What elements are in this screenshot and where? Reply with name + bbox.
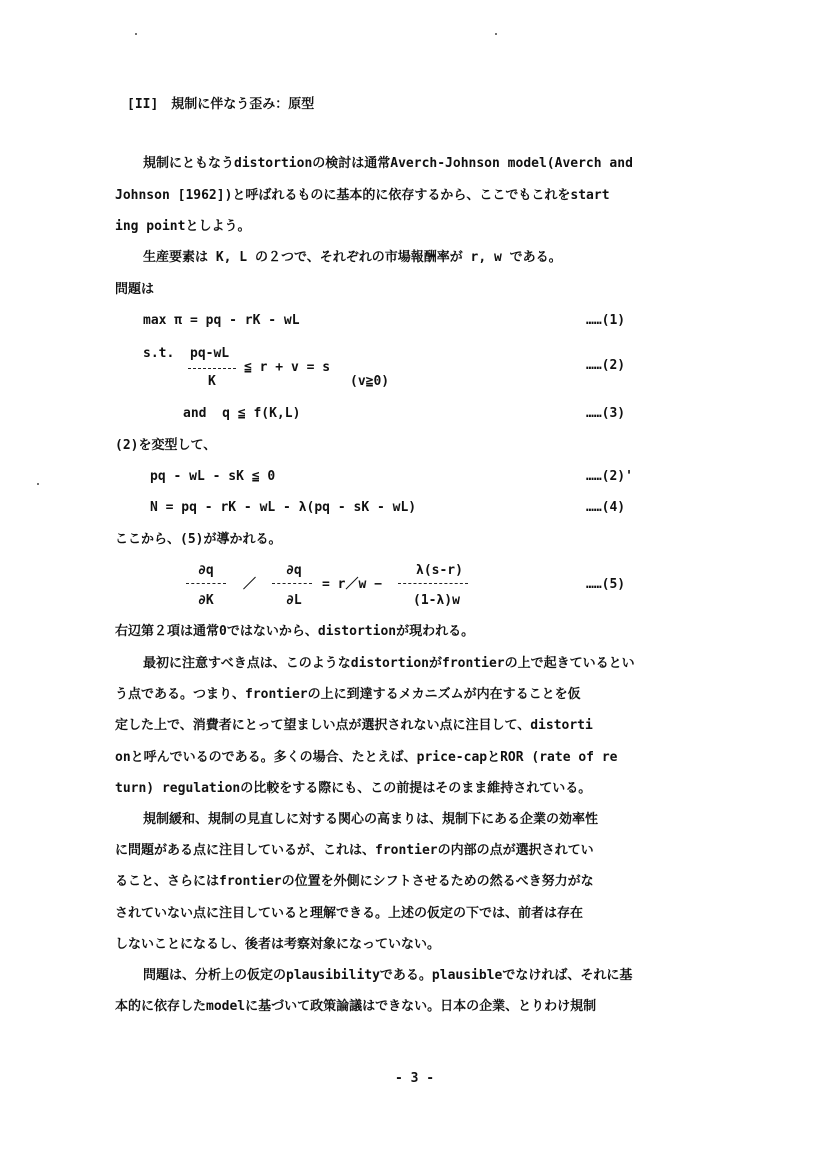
section-heading: [II] 規制に伴なう歪み：原型 xyxy=(127,97,315,112)
paragraph-5-line-1: 問題は、分析上の仮定のplausibilityである。plausibleでなければ、それに基 xyxy=(143,968,633,983)
equation-2-prime-number: ……(2)' xyxy=(586,469,633,484)
remark: 右辺第２項は通常0ではないから、distortionが現われる。 xyxy=(115,624,475,639)
equation-2-number: ……(2) xyxy=(586,358,626,373)
problem-label: 問題は xyxy=(115,282,155,297)
paragraph-1-line-3: ing pointとしよう。 xyxy=(115,219,251,234)
paragraph-4-line-2: に問題がある点に注目しているが、これは、frontierの内部の点が選択されてい xyxy=(115,843,594,858)
paragraph-3-line-5: turn) regulationの比較をする際にも、この前提はそのまま維持されている。 xyxy=(115,781,592,796)
equation-5-numerator-2: ∂q xyxy=(286,563,302,578)
equation-4: N = pq - rK - wL - λ(pq - sK - wL) xyxy=(150,500,417,515)
transform-label: (2)を変型して、 xyxy=(115,438,217,453)
scan-speck xyxy=(37,483,39,485)
page-number: - 3 - xyxy=(395,1071,435,1086)
equation-2-fraction-bar xyxy=(188,368,236,369)
equation-4-number: ……(4) xyxy=(586,500,626,515)
paragraph-4-line-5: しないことになるし、後者は考察対象になっていない。 xyxy=(115,937,441,952)
equation-5-numerator-1: ∂q xyxy=(198,563,214,578)
equation-2-st: s.t. xyxy=(143,346,175,361)
paragraph-5-line-2: 本的に依存したmodelに基づいて政策論議はできない。日本の企業、とりわけ規制 xyxy=(115,999,597,1014)
equation-2-rhs: ≦ r + v = s xyxy=(244,360,331,375)
equation-5-denominator-2: ∂L xyxy=(286,593,302,608)
equation-5-fraction-bar-1 xyxy=(186,583,226,584)
paragraph-2: 生産要素は K, L の２つで、それぞれの市場報酬率が r, w である。 xyxy=(143,250,562,265)
equation-5-denominator-3: (1-λ)w xyxy=(413,593,460,608)
paragraph-4-line-1: 規制緩和、規制の見直しに対する関心の高まりは、規制下にある企業の効率性 xyxy=(143,812,599,827)
paragraph-3-line-3: 定した上で、消費者にとって望ましい点が選択されない点に注目して、distorti xyxy=(115,718,593,733)
paragraph-3-line-4: onと呼んでいるのである。多くの場合、たとえば、price-capとROR (rate of re xyxy=(115,750,618,765)
equation-5-fraction-bar-3 xyxy=(398,583,468,584)
equation-2-condition: (v≧0) xyxy=(350,374,390,389)
equation-2-denominator: K xyxy=(208,374,216,389)
equation-5-fraction-bar-2 xyxy=(272,583,312,584)
paragraph-4-line-3: ること、さらにはfrontierの位置を外側にシフトさせるための然るべき努力がな xyxy=(115,874,594,889)
equation-5-numerator-3: λ(s-r) xyxy=(416,563,463,578)
paragraph-3-line-1: 最初に注意すべき点は、このようなdistortionがfrontierの上で起きているとい xyxy=(143,656,635,671)
paragraph-4-line-4: されていない点に注目していると理解できる。上述の仮定の下では、前者は存在 xyxy=(115,906,584,921)
equation-5-number: ……(5) xyxy=(586,577,626,592)
equation-2-numerator: pq-wL xyxy=(190,346,230,361)
equation-1-number: ……(1) xyxy=(586,313,626,328)
scan-speck xyxy=(495,33,497,35)
paragraph-1-line-1: 規制にともなうdistortionの検討は通常Averch-Johnson model(Averch and xyxy=(143,156,633,171)
equation-1: max π = pq - rK - wL xyxy=(143,313,300,328)
equation-5-slash: ／ xyxy=(243,577,257,592)
equation-3-number: ……(3) xyxy=(586,406,626,421)
paragraph-1-line-2: Johnson [1962])と呼ばれるものに基本的に依存するから、ここでもこれをstart xyxy=(115,188,610,203)
equation-3: and q ≦ f(K,L) xyxy=(183,406,301,421)
equation-5-denominator-1: ∂K xyxy=(198,593,214,608)
equation-2-prime: pq - wL - sK ≦ 0 xyxy=(150,469,276,484)
scan-speck xyxy=(135,33,137,35)
derive-label: ここから、(5)が導かれる。 xyxy=(115,532,282,547)
paragraph-3-line-2: う点である。つまり、frontierの上に到達するメカニズムが内在することを仮 xyxy=(115,687,581,702)
equation-5-middle: = r／w − xyxy=(322,577,382,592)
